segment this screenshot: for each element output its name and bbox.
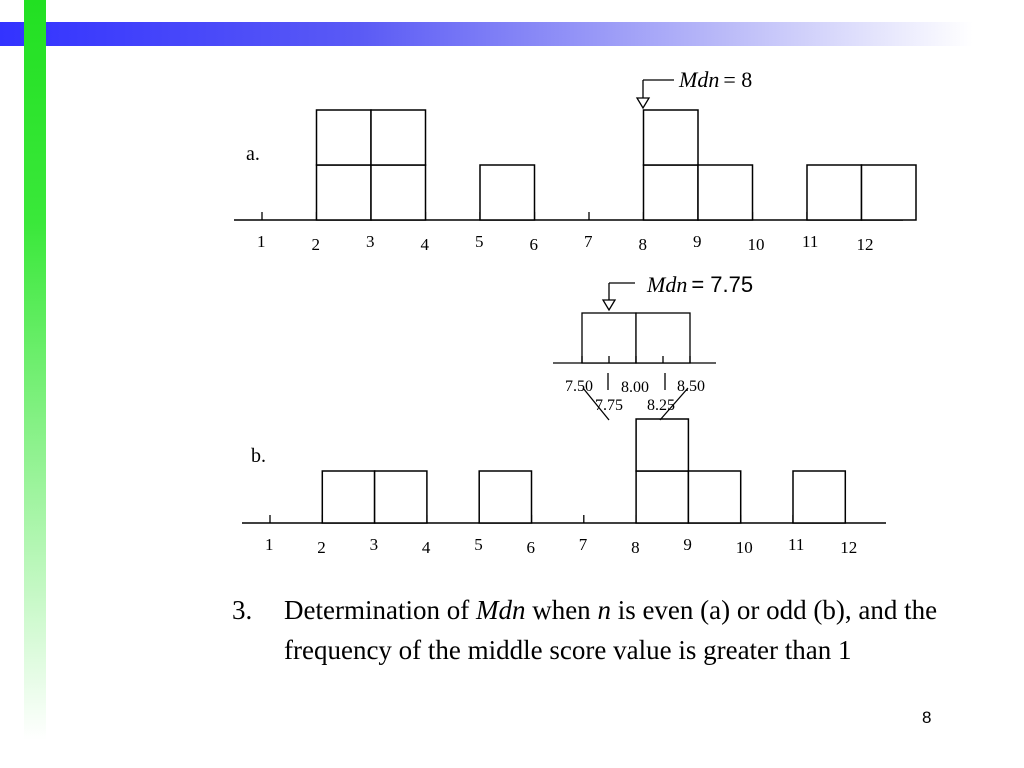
b-tick-label: 4 [421, 538, 431, 557]
a-frequency-block [371, 165, 426, 220]
inset-bar [582, 313, 636, 363]
panel-a-label: a. [246, 143, 260, 165]
a-tick-label: 10 [747, 235, 765, 254]
caption-number: 3. [232, 595, 253, 625]
b-frequency-block [322, 471, 374, 523]
b-frequency-block [479, 471, 531, 523]
b-tick-label: 1 [265, 535, 274, 554]
b-tick-label: 7 [578, 535, 588, 554]
b-tick-label: 11 [788, 535, 805, 554]
a-frequency-block [807, 165, 862, 220]
inset-tick-label: 8.50 [677, 378, 705, 395]
b-frequency-block [375, 471, 427, 523]
a-frequency-block [480, 165, 535, 220]
inset-tick-label: 8.00 [621, 379, 649, 396]
a-tick-label: 7 [584, 232, 593, 251]
b-tick-label: 2 [317, 538, 326, 557]
a-frequency-block [317, 165, 372, 220]
a-tick-label: 8 [638, 235, 647, 254]
b-frequency-block [793, 471, 845, 523]
panel-b-median-value: = 7.75 [691, 272, 754, 297]
panel-a-median-label: Mdn [679, 67, 720, 92]
panel-a-median-pointer [637, 80, 674, 108]
b-tick-label: 8 [631, 538, 640, 557]
svg-text:Mdn= 8 [678, 67, 752, 92]
panel-b-median-label: Mdn [647, 272, 688, 297]
a-frequency-block [862, 165, 917, 220]
panel-b [242, 272, 886, 557]
inset-tick-label: 7.50 [565, 378, 593, 395]
b-tick-label: 12 [840, 538, 858, 557]
b-frequency-block [636, 471, 688, 523]
panel-b-median-pointer [603, 283, 635, 310]
b-tick-label: 9 [683, 535, 692, 554]
panel-a-median-value: = 8 [723, 67, 753, 92]
a-tick-label: 5 [475, 232, 484, 251]
b-frequency-block [636, 419, 688, 471]
b-tick-label: 10 [735, 538, 753, 557]
a-frequency-block [317, 110, 372, 165]
a-tick-label: 6 [529, 235, 538, 254]
a-tick-label: 12 [856, 235, 874, 254]
inset-bar [636, 313, 690, 363]
a-tick-label: 3 [366, 232, 375, 251]
a-tick-label: 11 [802, 232, 819, 251]
b-tick-label: 3 [369, 535, 379, 554]
panel-b-label: b. [251, 445, 266, 467]
b-tick-label: 6 [526, 538, 535, 557]
inset-tick-label: 7.75 [595, 397, 623, 414]
b-tick-label: 5 [474, 535, 483, 554]
a-tick-label: 4 [420, 235, 429, 254]
a-tick-label: 9 [693, 232, 702, 251]
inset-tick-label: 8.25 [647, 397, 675, 414]
a-frequency-block [371, 110, 426, 165]
svg-text:Mdn= 7.75 [646, 272, 753, 297]
a-tick-label: 1 [257, 232, 266, 251]
a-tick-label: 2 [311, 235, 320, 254]
caption-text: Determination of Mdn when n is even (a) or odd (b), and the frequency of the middle score value is greater than 1 [284, 595, 938, 665]
a-frequency-block [698, 165, 753, 220]
page-number: 8 [922, 708, 932, 727]
panel-b-inset-zoom [553, 313, 716, 420]
a-frequency-block [644, 110, 699, 165]
panel-a [234, 67, 916, 254]
b-frequency-block [688, 471, 740, 523]
a-frequency-block [644, 165, 699, 220]
